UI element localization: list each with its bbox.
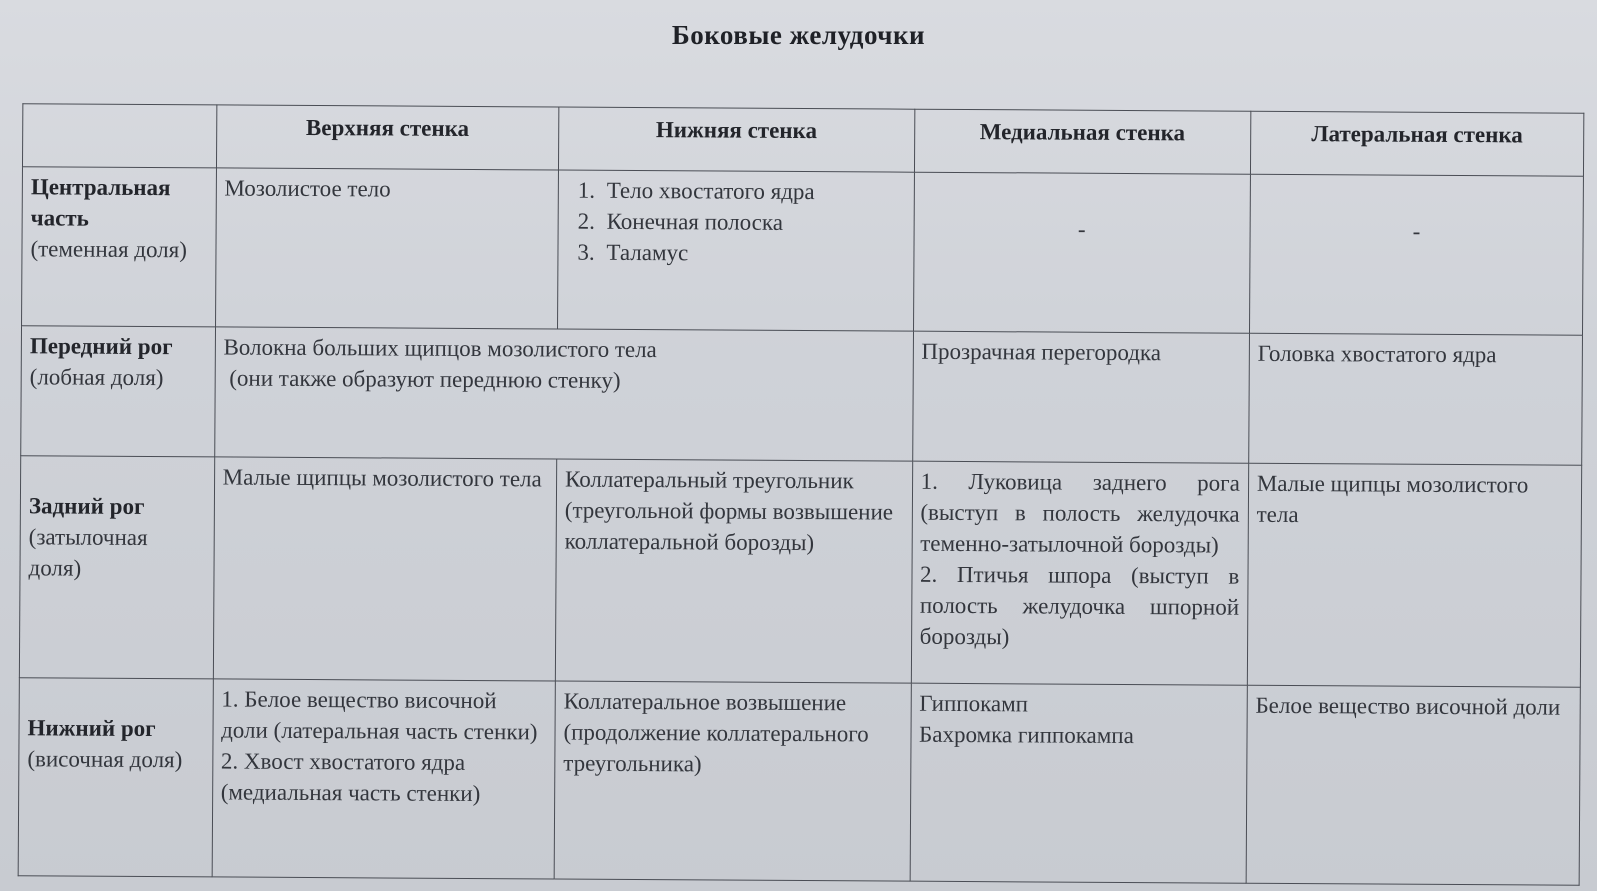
ventricles-table	[18, 103, 1585, 886]
row-title: Нижний рог	[27, 714, 156, 741]
header-upper-wall: Верхняя стенка	[216, 105, 559, 170]
cell-anterior-lateral: Головка хвостатого ядра	[1248, 333, 1582, 465]
cell-anterior-medial: Прозрачная перегородка	[912, 331, 1249, 463]
list-item: 3. Таламус	[600, 237, 905, 270]
cell-line: 2. Хвост хвостатого ядра (медиальная часть стенки)	[220, 748, 481, 806]
header-medial-wall: Медиальная стенка	[914, 109, 1251, 174]
row-lobe: (теменная доля)	[30, 236, 188, 263]
header-corner-cell	[22, 104, 216, 168]
table-row-inferior-horn	[18, 677, 1580, 885]
document-title: Боковые желудочки	[671, 20, 926, 50]
cell-line: 1. Белое вещество височной доли (латеральная часть стенки)	[221, 686, 538, 745]
cell-line: 1. Луковица заднего рога (выступ в полость желудочка теменно-затылочной борозды)	[920, 468, 1240, 558]
cell-line: Гиппокамп	[919, 690, 1029, 717]
cell-inferior-upper	[212, 679, 556, 879]
row-title: Центральная часть	[30, 174, 171, 231]
cell-posterior-medial	[911, 461, 1249, 685]
list-item: 1. Тело хвостатого ядра	[601, 175, 906, 208]
header-lateral-wall: Латеральная стенка	[1250, 111, 1584, 176]
cell-posterior-upper: Малые щипцы мозолистого тела	[213, 457, 557, 681]
row-title: Задний рог	[28, 493, 145, 519]
row-head-inferior-horn	[18, 677, 213, 877]
cell-posterior-lower: Коллатеральный треугольник (треугольной формы возвышение коллатеральной борозды)	[555, 459, 912, 683]
table-row-central-part	[22, 167, 1584, 335]
cell-line: Бахромка гиппокампа	[919, 721, 1134, 748]
row-lobe: (лобная доля)	[29, 364, 164, 390]
row-head-central-part	[22, 167, 217, 327]
cell-inferior-lower: Коллатеральное возвышение (продолжение коллатерального треугольника)	[554, 681, 911, 882]
table-header-row	[22, 104, 1583, 177]
cell-inferior-lateral: Белое вещество височной доли	[1246, 685, 1580, 885]
row-head-posterior-horn	[19, 456, 214, 679]
central-lower-list	[566, 175, 905, 270]
table-row-posterior-horn	[19, 456, 1581, 687]
row-lobe: (затылочная доля)	[28, 524, 148, 581]
row-title: Передний рог	[29, 333, 173, 359]
cell-central-lower	[557, 170, 914, 331]
row-head-anterior-horn	[21, 325, 215, 456]
header-lower-wall: Нижняя стенка	[558, 107, 914, 172]
cell-line: Волокна больших щипцов мозолистого тела	[223, 334, 657, 362]
cell-line: (они также образуют переднюю стенку)	[229, 365, 621, 393]
row-lobe: (височная доля)	[27, 745, 183, 772]
cell-central-medial: -	[913, 172, 1250, 333]
table-row-anterior-horn	[21, 325, 1583, 465]
cell-posterior-lateral: Малые щипцы мозолистого тела	[1247, 463, 1582, 687]
cell-inferior-medial	[910, 683, 1247, 883]
cell-line: 2. Птичья шпора (выступ в полость желудочка шпорной борозды)	[919, 561, 1240, 650]
list-item: 2. Конечная полоска	[601, 206, 906, 239]
cell-central-upper: Мозолистое тело	[215, 168, 558, 329]
cell-central-lateral: -	[1249, 174, 1583, 335]
cell-anterior-upper-lower	[214, 327, 913, 461]
